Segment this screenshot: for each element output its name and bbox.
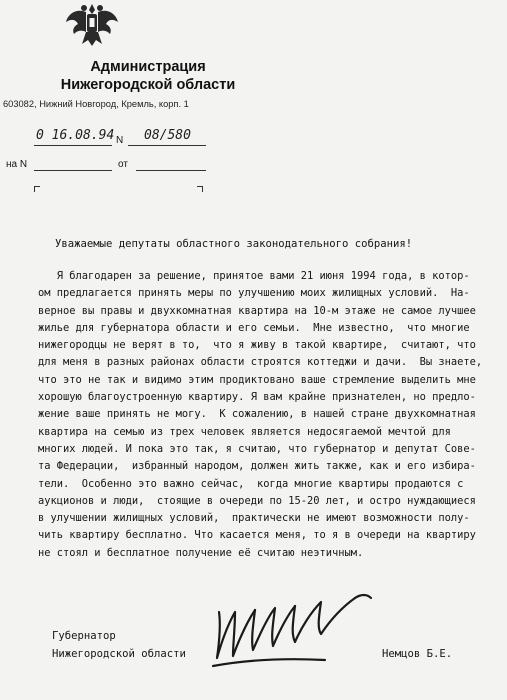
- signatory-region: Нижегородской области: [52, 648, 186, 660]
- body-line: нижегородцы не верят в то, что я живу в такой квартире, считают, что: [38, 339, 476, 352]
- double-headed-eagle-icon: [62, 0, 122, 46]
- reference-number-underline: [34, 170, 112, 171]
- body-line: верное вы правы и двухкомнатная квартира на 10-м этаже не самое лучшее: [38, 304, 476, 317]
- body-line: что это не так и видимо этим продиктовано ваше стремление выделить мне: [38, 373, 476, 386]
- body-line: в улучшении жилищных условий, практически не имеют возможности полу-: [38, 512, 470, 525]
- body-line: та Федерации, избранный народом, должен жить также, как и его избира-: [38, 460, 476, 473]
- body-line: тели. Особенно это важно сейчас, когда многие квартиры продаются с: [38, 477, 464, 490]
- number-underline: [128, 145, 206, 146]
- number-label: N: [116, 135, 124, 146]
- registration-date: 0 16.08.94: [36, 128, 115, 143]
- letter-greeting: Уважаемые депутаты областного законодательного собрания!: [55, 238, 413, 250]
- body-line: аукционов и люди, стоящие в очереди по 15-20 лет, и остро нуждающиеся: [38, 494, 476, 507]
- reference-date-underline: [136, 170, 206, 171]
- organization-name-line1: Администрация: [90, 59, 206, 75]
- letter-body: [38, 268, 498, 562]
- body-line: многих людей. И пока это так, я считаю, что губернатор и депутат Сове-: [38, 442, 476, 455]
- body-line: квартира на семью из трех человек является недосягаемой мечтой для: [38, 425, 451, 438]
- address-corner-right: [197, 186, 203, 192]
- body-line: ом предлагается принять меры по улучшению моих жилищных условий. На-: [38, 287, 470, 300]
- registration-number: 08/580: [144, 128, 191, 143]
- signatory-name: Немцов Б.Е.: [382, 648, 453, 660]
- date-underline: [34, 145, 112, 146]
- body-line: чить квартиру бесплатно. Что касается меня, то я в очереди на квартиру: [38, 529, 476, 542]
- body-line: не стоял и бесплатное получение её считаю неэтичным.: [38, 546, 364, 559]
- body-line: жение ваше принять не могу. К сожалению, в нашей стране двухкомнатная: [38, 408, 476, 421]
- organization-address: 603082, Нижний Новгород, Кремль, корп. 1: [3, 99, 189, 109]
- body-line: Я благодарен за решение, принятое вами 21 июня 1994 года, в котор-: [38, 270, 470, 282]
- handwritten-signature: [205, 582, 375, 674]
- reference-number-label: на N: [6, 159, 28, 170]
- body-line: для меня в разных районах области строятся коттеджи и дачи. Вы знаете,: [38, 356, 483, 369]
- address-corner-left: [34, 186, 40, 192]
- body-line: жилье для губернатора области и его семьи. Мне известно, что многие: [38, 321, 470, 334]
- signatory-title: Губернатор: [52, 630, 116, 642]
- reference-date-label: от: [118, 159, 128, 170]
- body-line: хорошую благоустроенную квартиру. Я вам крайне признателен, но предло-: [38, 391, 476, 404]
- organization-name-line2: Нижегородской области: [60, 77, 236, 93]
